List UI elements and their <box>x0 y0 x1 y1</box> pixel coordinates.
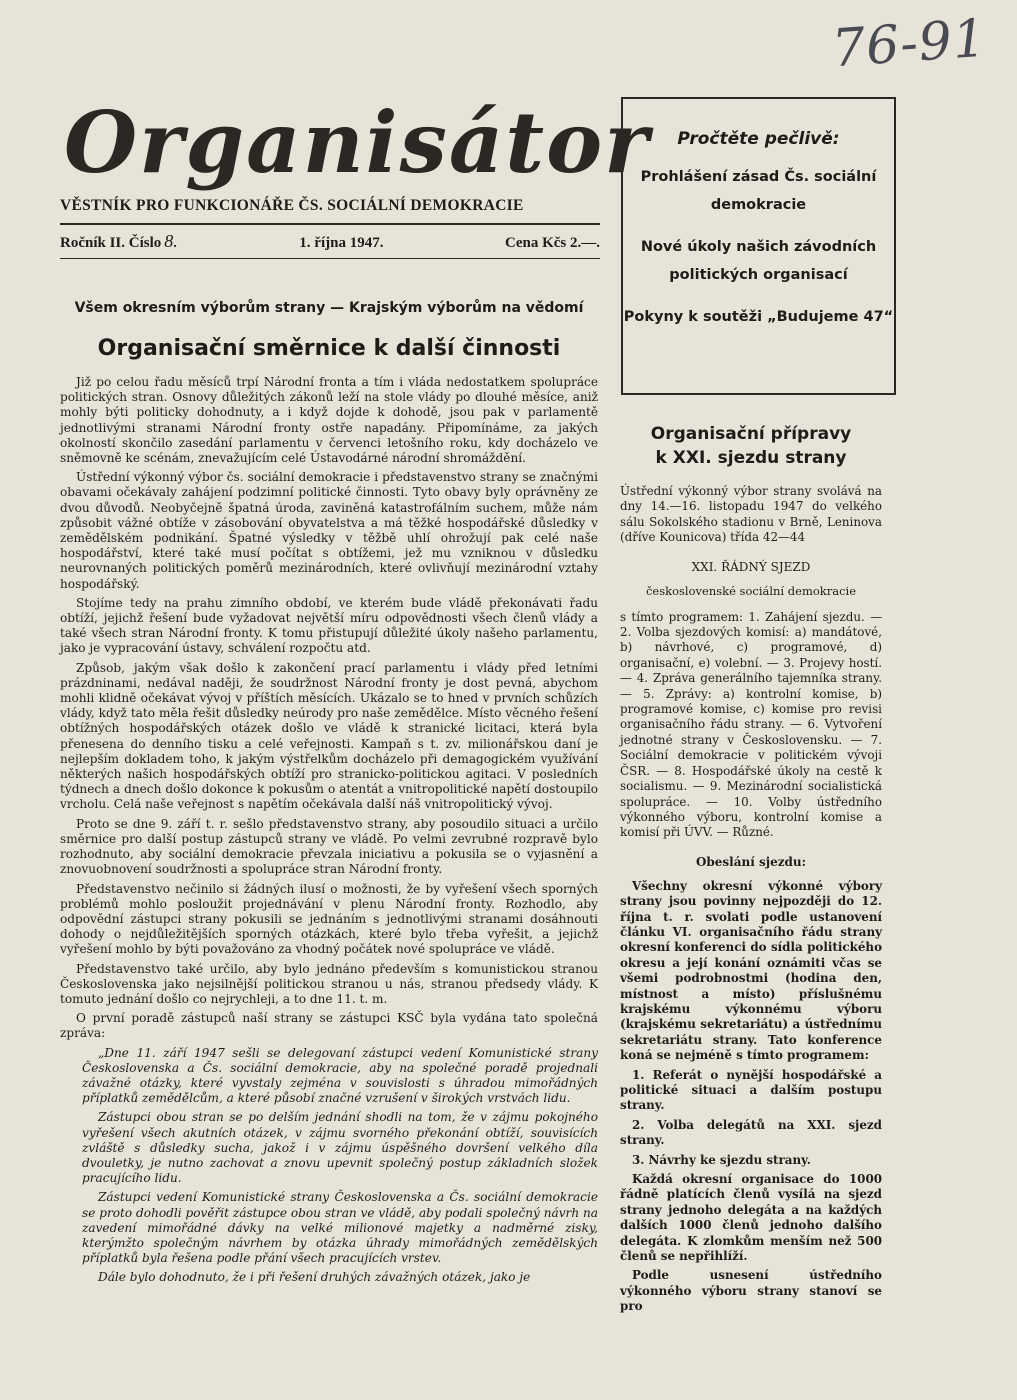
issue-number: 8. <box>164 231 178 251</box>
quote-paragraph: Zástupci obou stran se po delším jednání shodli na tom, že v zájmu pokojného vyřešení všech akutních otázek, v zájmu svorného překonání obtíží, souvisících zvláště s důsledky sucha, jakož i v zájmu úspěšného dovršení velkého díla dvouletky, je nutno zachovat a znovu upevnit společný postup základních složek pracujícího lidu. <box>82 1110 598 1186</box>
issue-date: 1. října 1947. <box>299 235 384 251</box>
notice-item: Prohlášení zásad Čs. sociální demokracie <box>640 169 877 213</box>
notice-heading: Pročtěte pečlivě: <box>677 129 840 149</box>
issue-line <box>60 231 600 252</box>
notice-item: Pokyny k soutěži „Budujeme 47“ <box>623 309 894 325</box>
quote-paragraph: Zástupci vedení Komunistické strany Československa a Čs. sociální demokracie se proto dohodli pověřit zástupce obou stran ve vládě, aby podali společný návrh na zavedení mimořádné dávky na velké milionové majetky a nadměrné zisky, kterýmžto společným návrhem by otázka úhrady mimořádných zemědělských příplatků byla řešena podle přání všech pracujících vrstev. <box>82 1190 598 1266</box>
sidebar-paragraph: Všechny okresní výkonné výbory strany jsou povinny nejpozději do 12. října t. r. svolati podle ustanovení článku VI. organisačního řádu strany okresní konferenci do sídla politického okresu a její konání oznámiti včas se všemi podrobnostmi (hodina den, místnost a místo) příslušnému krajskému výkonnému výboru (krajskému sekretariátu) a ústřednímu sekretariátu strany. Tato konference koná se nejméně s tímto programem: <box>620 878 882 1063</box>
notice-item: Nové úkoly našich závodních politických organisací <box>640 239 877 283</box>
issue-rule <box>60 258 600 259</box>
congress-title: XXI. ŘÁDNÝ SJEZD <box>691 559 811 574</box>
article-paragraph: Způsob, jakým však došlo k zakončení prací parlamentu i vlády před letními prázdninami, nedával naději, že soudržnost Národní fronty je dost pevná, abychom mohli klidně očekávat vývoj v příštích měsících. Ukázalo se to hned v prvních schůzích vlády, když tato měla řešit důsledky neúrody pro naše zemědělce. Místo věcného řešení obtížných hospodářských otázek došlo ve vládě k stranické licitaci, která byla přenesena do denního tisku a celé veřejnosti. Kampaň s t. zv. milionářskou daní je nejlepším dokladem toho, k jakým výstřelkům docházelo při demagogickém využívání některých našich hospodářských obtíží pro stranicko-politickou agitaci. V posledních týdnech a dnech došlo dokonce k pokusům o atentát a vnitropolitické napětí dostoupilo vrcholu. Celá naše veřejnost s napětím očekávala další náš vnitropolitický vývoj. <box>60 660 598 812</box>
issue-volume <box>60 231 178 252</box>
masthead <box>60 93 651 259</box>
congress-program: s tímto programem: 1. Zahájení sjezdu. — 2. Volba sjezdových komisí: a) mandátové, b) návrhové, c) programové, d) organisační, e) volební. — 3. Projevy hostí. — 4. Zpráva generálního tajemníka strany. — 5. Zprávy: a) kontrolní komise, b) programové komise, c) komise pro revisi organisačního řádu strany. — 6. Vytvoření jednotné strany v Československu. — 7. Sociální demokracie v politickém vývoji ČSR. — 8. Hospodářské úkoly na cestě k socialismu. — 9. Mezinárodní socialistická spolupráce. — 10. Volby ústředního výkonného výboru, kontrolní komise a komisí při ÚVV. — Různé. <box>620 609 882 840</box>
article-body <box>60 375 598 1286</box>
sidebar-paragraph: 1. Referát o nynější hospodářské a politické situaci a dalším postupu strany. <box>620 1067 882 1113</box>
congress-subtitle: československé sociální demokracie <box>645 583 857 598</box>
sidebar-article <box>620 422 882 1319</box>
article-paragraph: Již po celou řadu měsíců trpí Národní fronta a tím i vláda nedostatkem spolupráce politických stran. Osnovy důležitých zákonů leží na stole vlády po dlouhé měsíce, aniž mohly býti politicky dohodnuty, a i když dojde k dohodě, jsou pak v parlamentě jednotlivými stranami Národní fronty ostře napadány. Připomínáme, za jakých okolností skončilo zasedání parlamentu v červenci letošního roku, kdy docházelo ve sněmovně ke scénám, znevažujícím celé Ústavodárné národní shromáždění. <box>60 375 598 466</box>
masthead-title: Organisátor <box>64 93 651 192</box>
article-paragraph: O první poradě zástupců naší strany se zástupci KSČ byla vydána tato společná zpráva: <box>60 1011 598 1041</box>
masthead-subtitle: VĚSTNÍK PRO FUNKCIONÁŘE ČS. SOCIÁLNÍ DEMOKRACIE <box>60 197 524 214</box>
sidebar-paragraph: 3. Návrhy ke sjezdu strany. <box>632 1152 811 1167</box>
quote-paragraph: Dále bylo dohodnuto, že i při řešení druhých závažných otázek, jako je <box>98 1270 531 1285</box>
quote-paragraph: „Dne 11. září 1947 sešli se delegovaní zástupci vedení Komunistické strany Československa a Čs. sociální demokracie, aby na společné poradě projednali závažné otázky, které vyvstaly zejména v souvislosti s úhradou mimořádných příplatků zemědělcům, a které působí značné vzrušení v širokých vrstvách lidu. <box>82 1045 598 1106</box>
article-paragraph: Stojíme tedy na prahu zimního období, ve kterém bude vládě překonávati řadu obtíží, jejichž řešení bude vyžadovat největší míru odpovědnosti všech členů vlády a také všech stran Národní fronty. K tomu přistupují důležité úkoly našeho parlamentu, jako je vypracování ústavy, schválení rozpočtu atd. <box>60 595 598 656</box>
article-paragraph: Proto se dne 9. září t. r. sešlo představenstvo strany, aby posoudilo situaci a určilo směrnice pro další postup zástupců strany ve vládě. Po velmi zevrubné rozpravě bylo rozhodnuto, aby sociální demokracie převzala iniciativu a pokusila se o vyjasnění a znovuobnovení soudržnosti a spolupráce stran Národní fronty. <box>60 816 598 877</box>
issue-price: Cena Kčs 2.—. <box>504 235 600 251</box>
section-heading: Obeslání sjezdu: <box>695 854 807 869</box>
sidebar-headline-line2: k XXI. sjezdu strany <box>655 448 847 468</box>
article-address: Všem okresním výborům strany — Krajským výborům na vědomí <box>74 300 584 316</box>
sidebar-paragraph: 2. Volba delegátů na XXI. sjezd strany. <box>620 1117 882 1148</box>
article-paragraph: Ústřední výkonný výbor čs. sociální demokracie i představenstvo strany se značnými obavami očekávaly zahájení podzimní politické činnosti. Tyto obavy byly oprávněny ze dvou důvodů. Neobyčejně špatná úroda, zaviněná katastrofálním suchem, může nám způsobit vážné obtíže v zásobování obyvatelstva a má těžké hospodářské důsledky v zemědělském podnikání. Špatné výsledky v těžbě uhlí ohrožují pak celé naše hospodářství, které také musí počítat s obtížemi, jež mu vzniknou v důsledku neurovnaných politických poměrů mezinárodních, které ovlivňují mezinárodní vztahy hospodářský. <box>60 470 598 591</box>
article-paragraph: Představenstvo nečinilo si žádných ilusí o možnosti, že by vyřešení všech sporných problémů mohlo posloužit projednávání v plenu Národní fronty. Rozhodlo, aby odpovědní zástupci strany pokusili se jednáním s jednotlivými stranami dosáhnouti dohody o nejdůležitějších sporných otázkách, které bylo třeba vyřešit, a jejichž vyřešení mohlo by býti považováno za vhodný počátek nové spolupráce ve vládě. <box>60 881 598 957</box>
sidebar-paragraph: Podle usnesení ústředního výkonného výboru strany stanoví se pro <box>620 1268 882 1314</box>
masthead-rule <box>60 223 600 225</box>
sidebar-intro: Ústřední výkonný výbor strany svolává na dny 14.—16. listopadu 1947 do velkého sálu Sokolského stadionu v Brně, Leninova (dříve Kounicova) třída 42—44 <box>620 484 882 545</box>
handwritten-archive-number: 76-91 <box>830 8 989 80</box>
sidebar-paragraph: Každá okresní organisace do 1000 řádně platících členů vysílá na sjezd strany jednoho delegáta a na každých dalších 1000 členů jednoho dalšího delegáta. K zlomkům menším než 500 členů se nepřihlíží. <box>620 1172 882 1264</box>
sidebar-headline-line1: Organisační přípravy <box>650 424 852 444</box>
notice-box <box>621 97 896 395</box>
volume-label: Ročník II. Číslo <box>60 235 162 251</box>
article-headline: Organisační směrnice k další činnosti <box>97 336 561 361</box>
main-article <box>60 300 598 1290</box>
article-paragraph: Představenstvo také určilo, aby bylo jednáno především s komunistickou stranou Československa jako nejsilnější politickou stranou u nás, stranou předsedy vlády. K tomuto jednání došlo co nejrychleji, a to dne 11. t. m. <box>60 961 598 1006</box>
